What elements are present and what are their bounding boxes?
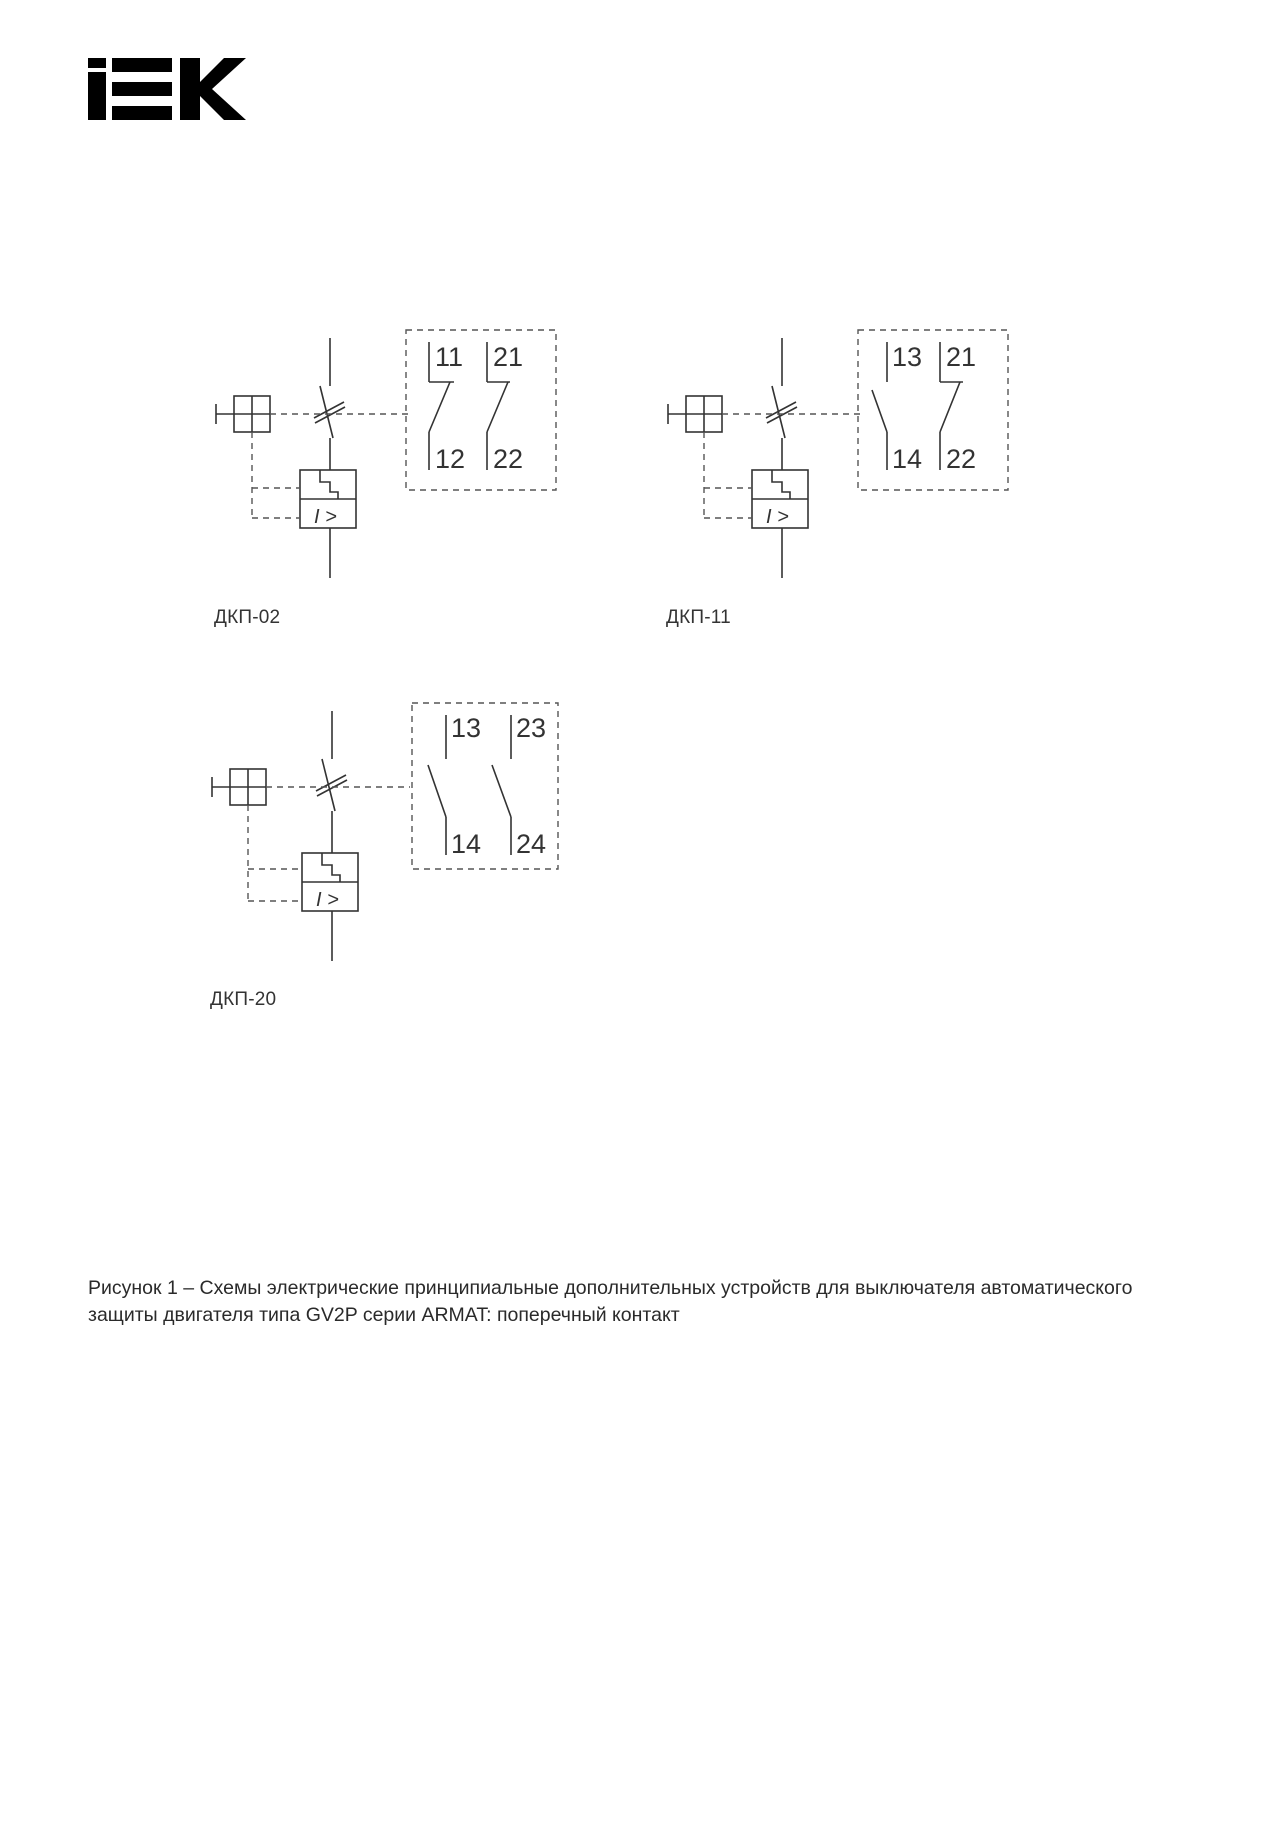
terminal-label: 24 (516, 829, 547, 859)
iek-logo (88, 58, 246, 120)
diagram-label: ДКП-20 (210, 989, 277, 1010)
diagram-dkp-20 (206, 693, 566, 963)
terminal-label: 22 (493, 444, 524, 474)
caption-line: защиты двигателя типа GV2P серии ARMAT: поперечный контакт (88, 1304, 680, 1326)
overcurrent-symbol: I > (314, 506, 337, 528)
diagram-dkp-02 (210, 320, 570, 580)
caption-line: Рисунок 1 – Схемы электрические принципиальные дополнительных устройств для выключателя автоматического (88, 1277, 1133, 1299)
diagram-label: ДКП-11 (666, 607, 731, 628)
terminal-label: 13 (892, 342, 923, 372)
terminal-label: 14 (892, 444, 923, 474)
terminal-label: 23 (516, 713, 547, 743)
terminal-label: 13 (451, 713, 482, 743)
terminal-label: 12 (435, 444, 466, 474)
terminal-label: 22 (946, 444, 977, 474)
overcurrent-symbol: I > (316, 889, 339, 911)
diagram-dkp-11 (662, 320, 1022, 580)
terminal-label: 14 (451, 829, 482, 859)
diagram-label: ДКП-02 (214, 607, 281, 628)
terminal-label: 21 (493, 342, 524, 372)
terminal-label: 11 (435, 342, 464, 372)
overcurrent-symbol: I > (766, 506, 789, 528)
figure-caption (88, 1275, 1208, 1329)
terminal-label: 21 (946, 342, 977, 372)
